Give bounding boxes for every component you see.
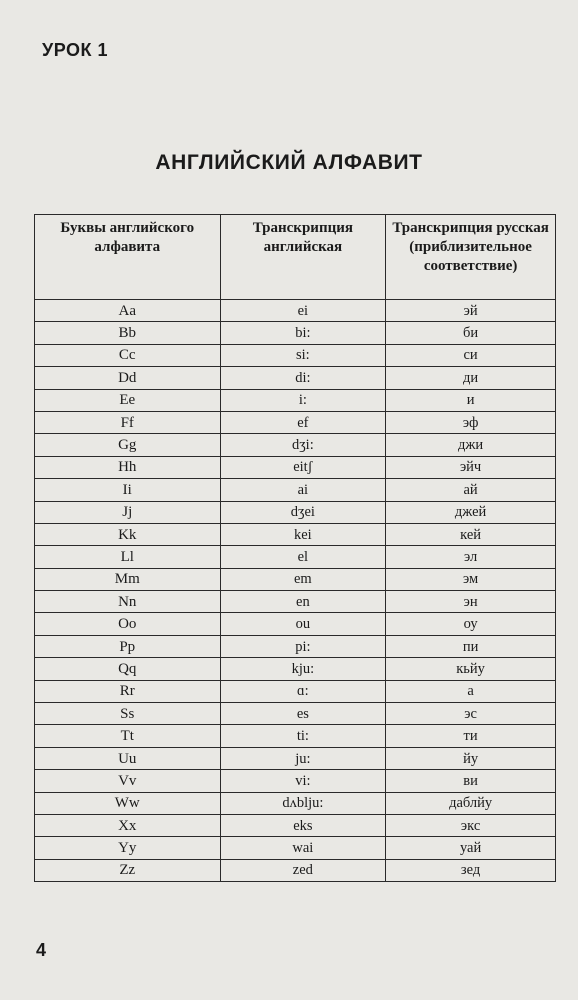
letter-cell: Vv [35, 770, 221, 792]
letter-cell: Jj [35, 501, 221, 523]
russian-transcription-cell: ди [386, 367, 556, 389]
russian-transcription-cell: эс [386, 703, 556, 725]
page-number: 4 [36, 940, 47, 960]
english-transcription-cell: vi: [220, 770, 386, 792]
letter-cell: Tt [35, 725, 221, 747]
english-transcription-cell: ei [220, 300, 386, 322]
table-row [35, 322, 556, 344]
english-transcription-cell: zed [220, 859, 386, 881]
letter-cell: Ee [35, 389, 221, 411]
table-row [35, 501, 556, 523]
table-row [35, 770, 556, 792]
russian-transcription-cell: экс [386, 814, 556, 836]
table-row [35, 434, 556, 456]
english-transcription-cell: eitʃ [220, 456, 386, 478]
russian-transcription-cell: ай [386, 479, 556, 501]
letter-cell: Hh [35, 456, 221, 478]
letter-cell: Aa [35, 300, 221, 322]
russian-transcription-cell: ви [386, 770, 556, 792]
table-row [35, 658, 556, 680]
english-transcription-cell: eks [220, 814, 386, 836]
letter-cell: Cc [35, 344, 221, 366]
english-transcription-cell: bi: [220, 322, 386, 344]
letter-cell: Uu [35, 747, 221, 769]
table-row [35, 300, 556, 322]
table-row [35, 613, 556, 635]
table-row [35, 680, 556, 702]
english-transcription-cell: es [220, 703, 386, 725]
table-row [35, 568, 556, 590]
table-row [35, 859, 556, 881]
table-row [35, 792, 556, 814]
english-transcription-cell: pi: [220, 635, 386, 657]
russian-transcription-cell: зед [386, 859, 556, 881]
russian-transcription-cell: а [386, 680, 556, 702]
russian-transcription-cell: эф [386, 411, 556, 433]
russian-transcription-cell: эйч [386, 456, 556, 478]
english-transcription-cell: en [220, 591, 386, 613]
letter-cell: Zz [35, 859, 221, 881]
letter-cell: Pp [35, 635, 221, 657]
table-row [35, 703, 556, 725]
english-transcription-cell: dʒei [220, 501, 386, 523]
russian-transcription-cell: даблйу [386, 792, 556, 814]
table-row [35, 635, 556, 657]
table-row [35, 367, 556, 389]
letter-cell: Kk [35, 523, 221, 545]
russian-transcription-cell: эн [386, 591, 556, 613]
russian-transcription-cell: оу [386, 613, 556, 635]
lesson-heading: УРОК 1 [42, 40, 108, 60]
letter-cell: Dd [35, 367, 221, 389]
english-transcription-cell: dʒi: [220, 434, 386, 456]
english-transcription-cell: ɑ: [220, 680, 386, 702]
table-row [35, 546, 556, 568]
table-row [35, 411, 556, 433]
english-transcription-cell: ju: [220, 747, 386, 769]
russian-transcription-cell: си [386, 344, 556, 366]
letter-cell: Rr [35, 680, 221, 702]
letter-cell: Qq [35, 658, 221, 680]
english-transcription-cell: kju: [220, 658, 386, 680]
table-row [35, 344, 556, 366]
russian-transcription-cell: уай [386, 837, 556, 859]
letter-cell: Xx [35, 814, 221, 836]
english-transcription-cell: ai [220, 479, 386, 501]
letter-cell: Oo [35, 613, 221, 635]
table-row [35, 456, 556, 478]
column-header-letters: Буквы английского алфавита [35, 215, 221, 300]
english-transcription-cell: i: [220, 389, 386, 411]
russian-transcription-cell: пи [386, 635, 556, 657]
letter-cell: Ll [35, 546, 221, 568]
letter-cell: Nn [35, 591, 221, 613]
letter-cell: Yy [35, 837, 221, 859]
russian-transcription-cell: эм [386, 568, 556, 590]
english-transcription-cell: el [220, 546, 386, 568]
table-row [35, 814, 556, 836]
column-header-russian-transcription: Транскрипция русская (приблизительное соответствие) [386, 215, 556, 300]
table-row [35, 389, 556, 411]
english-transcription-cell: ti: [220, 725, 386, 747]
english-transcription-cell: em [220, 568, 386, 590]
table-header-row [35, 215, 556, 300]
table-row [35, 837, 556, 859]
table-row [35, 591, 556, 613]
table-row [35, 725, 556, 747]
russian-transcription-cell: джей [386, 501, 556, 523]
english-transcription-cell: kei [220, 523, 386, 545]
russian-transcription-cell: йу [386, 747, 556, 769]
english-transcription-cell: ou [220, 613, 386, 635]
letter-cell: Ww [35, 792, 221, 814]
table-row [35, 747, 556, 769]
russian-transcription-cell: кей [386, 523, 556, 545]
english-transcription-cell: si: [220, 344, 386, 366]
letter-cell: Ss [35, 703, 221, 725]
table-body [35, 300, 556, 882]
russian-transcription-cell: эй [386, 300, 556, 322]
english-transcription-cell: wai [220, 837, 386, 859]
english-transcription-cell: dʌblju: [220, 792, 386, 814]
russian-transcription-cell: ти [386, 725, 556, 747]
letter-cell: Ff [35, 411, 221, 433]
letter-cell: Gg [35, 434, 221, 456]
letter-cell: Mm [35, 568, 221, 590]
russian-transcription-cell: кьйу [386, 658, 556, 680]
page-title: АНГЛИЙСКИЙ АЛФАВИТ [155, 151, 423, 174]
russian-transcription-cell: эл [386, 546, 556, 568]
english-transcription-cell: di: [220, 367, 386, 389]
alphabet-table [34, 214, 556, 882]
english-transcription-cell: ef [220, 411, 386, 433]
letter-cell: Bb [35, 322, 221, 344]
column-header-english-transcription: Транскрипция английская [220, 215, 386, 300]
russian-transcription-cell: и [386, 389, 556, 411]
russian-transcription-cell: би [386, 322, 556, 344]
russian-transcription-cell: джи [386, 434, 556, 456]
table-row [35, 479, 556, 501]
table-row [35, 523, 556, 545]
letter-cell: Ii [35, 479, 221, 501]
